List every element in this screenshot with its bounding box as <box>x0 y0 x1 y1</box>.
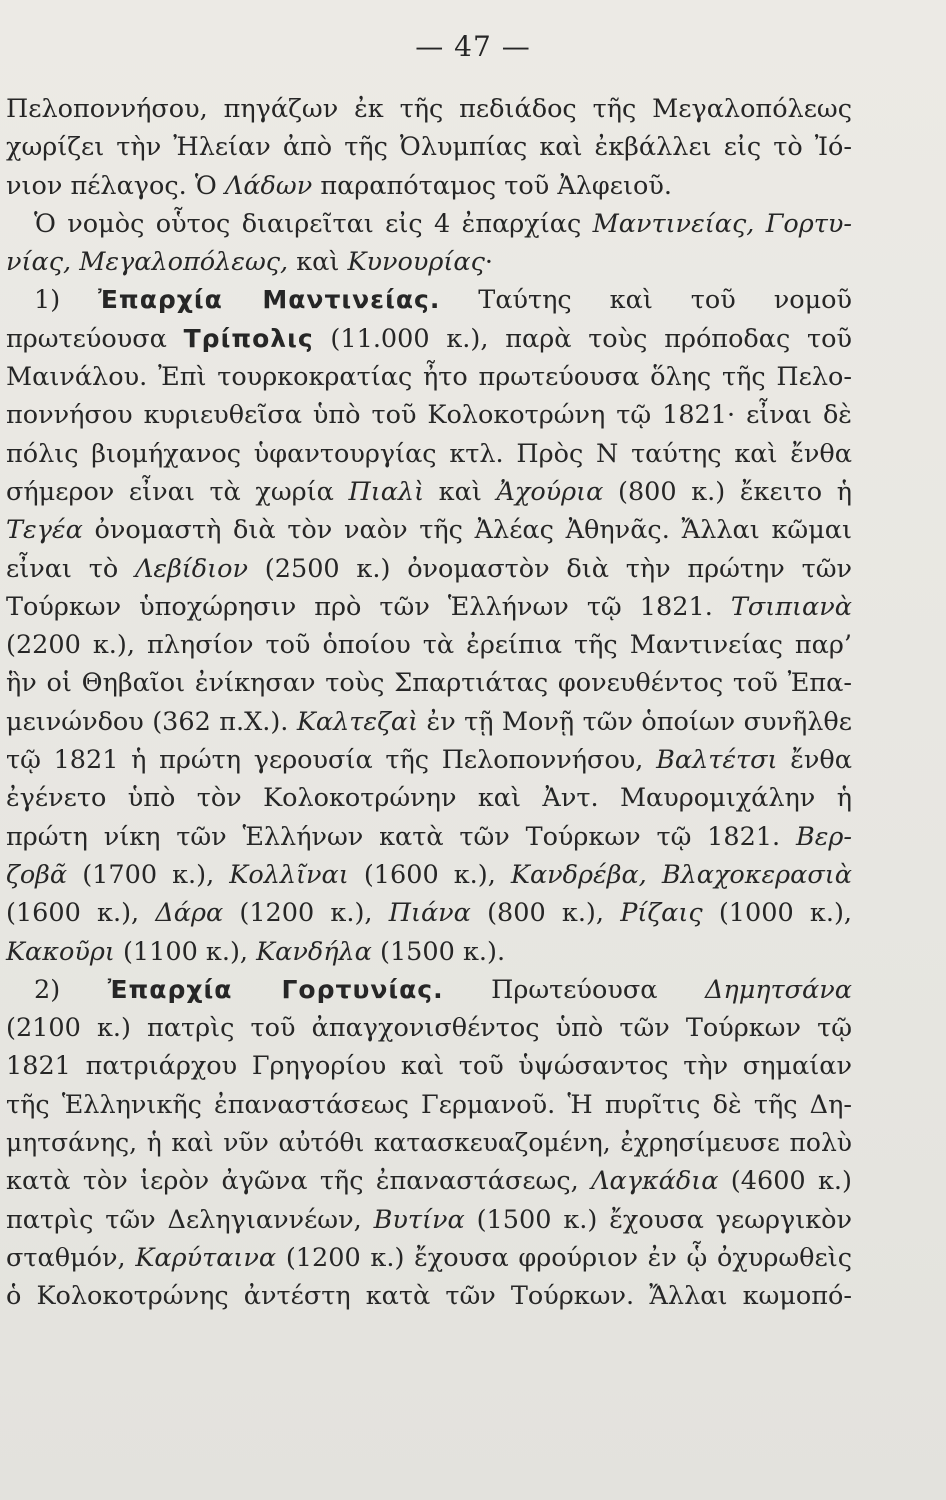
text-line <box>6 128 852 166</box>
text-run: (1700 κ.), <box>67 859 230 890</box>
text-run: ἔνθα <box>777 745 852 776</box>
italic-place-name: Κανδρέβα, Βλαχοκερασιὰ <box>510 859 853 890</box>
text-run: σήμερον εἶναι τὰ χωρία <box>6 476 349 507</box>
text-run: Ὁ νομὸς οὗτος διαιρεῖται εἰς 4 ἐπαρχίας <box>34 208 593 239</box>
italic-place-name: Βαλτέτσι <box>656 745 778 776</box>
text-run: (800 κ.), <box>470 898 621 929</box>
italic-place-name: Ρίζαις <box>620 898 703 929</box>
text-run: ὀνομαστὴ διὰ τὸν ναὸν τῆς Ἀλέας Ἀθηνᾶς. Ἄλλαι κῶμαι <box>82 515 852 546</box>
italic-place-name: Πιάνα <box>388 898 471 929</box>
text-run: Μαινάλου. Ἐπὶ τουρκοκρατίας ἦτο πρωτεύουσα ὅλης τῆς Πελο- <box>6 362 852 393</box>
italic-place-name: Κολλῖναι <box>229 859 349 890</box>
text-run: πρώτη νίκη τῶν Ἑλλήνων κατὰ τῶν Τούρκων τῷ 1821. <box>6 821 796 852</box>
text-run: τῆς Ἑλληνικῆς ἐπαναστάσεως Γερμανοῦ. Ἡ πυρῖτις δὲ τῆς Δη- <box>6 1089 852 1120</box>
italic-place-name: Κακοῦρι <box>6 936 115 967</box>
italic-place-name: Λαγκάδια <box>591 1166 719 1197</box>
text-line <box>6 664 852 702</box>
italic-place-name: Δημητσάνα <box>705 974 852 1005</box>
text-run: Πρωτεύουσα <box>443 974 705 1005</box>
italic-place-name: Κανδήλα <box>256 936 372 967</box>
text-line <box>6 435 852 473</box>
text-run: Τούρκων ὑποχώρησιν πρὸ τῶν Ἑλλήνων τῷ 1821. <box>6 591 731 622</box>
text-line <box>6 856 852 894</box>
italic-place-name: Κυνουρίας <box>347 247 485 278</box>
text-run: πόλις βιομήχανος ὑφαντουργίας κτλ. Πρὸς Ν ταύτης καὶ ἔνθα <box>6 438 852 469</box>
text-run: (1000 κ.), <box>702 898 852 929</box>
italic-place-name: Λεβίδιον <box>134 553 249 584</box>
text-run: Πελοποννήσου, πηγάζων ἐκ τῆς πεδιάδος τῆς Μεγαλοπόλεως <box>6 94 852 124</box>
text-line <box>6 1162 852 1200</box>
text-run: · <box>484 247 494 278</box>
text-run: (4600 κ.) <box>718 1166 852 1197</box>
text-line <box>6 281 852 319</box>
italic-place-name: Τσιπιανὰ <box>730 591 852 622</box>
section-heading: Τρίπολις <box>183 323 314 353</box>
text-run: καὶ <box>424 476 497 507</box>
text-run: καὶ <box>288 247 348 278</box>
text-run: παραπόταμος τοῦ Ἀλφειοῦ. <box>312 170 672 201</box>
text-line <box>6 588 852 626</box>
text-line <box>6 1277 852 1315</box>
section-heading: Ἐπαρχία Μαντινείας. <box>98 285 441 315</box>
italic-place-name: Βυτίνα <box>373 1204 465 1235</box>
italic-place-name: ζοβᾶ <box>6 859 68 890</box>
text-run: μεινώνδου (362 π.Χ.). <box>6 706 297 737</box>
text-run: 2) <box>34 974 108 1005</box>
text-line <box>6 1009 852 1047</box>
text-run: ἐγένετο ὑπὸ τὸν Κολοκοτρώνην καὶ Ἀντ. Μαυρομιχάλην ἡ <box>6 783 852 814</box>
text-run: 1821 πατριάρχου Γρηγορίου καὶ τοῦ ὑψώσαντος τὴν σημαίαν <box>6 1051 852 1082</box>
text-line <box>6 741 852 779</box>
italic-place-name: Πιαλὶ <box>348 476 425 507</box>
text-run: πρωτεύουσα <box>6 323 184 354</box>
text-run: (1600 κ.), <box>6 898 156 929</box>
italic-place-name: Μαντινείας, Γορτυ- <box>592 208 852 239</box>
text-line <box>6 1047 852 1085</box>
text-line <box>6 1086 852 1124</box>
text-line <box>6 243 852 281</box>
text-run: τῷ 1821 ἡ πρώτη γερουσία τῆς Πελοποννήσου, <box>6 745 657 776</box>
text-run: ἣν οἱ Θηβαῖοι ἐνίκησαν τοὺς Σπαρτιάτας φονευθέντος τοῦ Ἐπα- <box>6 668 852 699</box>
text-run: 1) <box>34 285 99 316</box>
italic-place-name: Ἀχούρια <box>496 476 604 507</box>
text-run: ὁ Κολοκοτρώνης ἀντέστη κατὰ τῶν Τούρκων. Ἄλλαι κωμοπό- <box>6 1281 852 1312</box>
text-line <box>6 320 852 358</box>
text-run: ποννήσου κυριευθεῖσα ὑπὸ τοῦ Κολοκοτρώνη τῷ 1821· εἶναι δὲ <box>6 400 852 431</box>
text-line <box>6 511 852 549</box>
italic-place-name: νίας, Μεγαλοπόλεως, <box>6 247 289 278</box>
text-line <box>6 626 852 664</box>
text-run: (2500 κ.) ὀνομαστὸν διὰ τὴν πρώτην τῶν <box>248 553 852 584</box>
italic-place-name: Βερ- <box>795 821 852 852</box>
text-line <box>6 894 852 932</box>
text-run: (1500 κ.). <box>371 936 506 967</box>
text-line <box>6 90 852 128</box>
text-line <box>6 1239 852 1277</box>
text-line <box>6 1124 852 1162</box>
text-run: (2100 κ.) πατρὶς τοῦ ἀπαγχονισθέντος ὑπὸ τῶν Τούρκων τῷ <box>6 1013 852 1044</box>
text-run: κατὰ τὸν ἱερὸν ἀγῶνα τῆς ἐπαναστάσεως, <box>6 1166 592 1197</box>
italic-place-name: Καρύταινα <box>135 1242 277 1273</box>
text-run: (11.000 κ.), παρὰ τοὺς πρόποδας τοῦ <box>313 323 853 354</box>
text-line <box>6 473 852 511</box>
text-line <box>6 703 852 741</box>
text-run: εἶναι τὸ <box>6 553 135 584</box>
text-run: (1100 κ.), <box>114 936 257 967</box>
text-line <box>6 818 852 856</box>
text-line <box>6 167 852 205</box>
text-line <box>6 358 852 396</box>
text-run: (1500 κ.) ἔχουσα γεωργικὸν <box>464 1204 853 1235</box>
page-number: — 47 — <box>415 30 531 63</box>
text-run: μητσάνης, ἡ καὶ νῦν αὐτόθι κατασκευαζομένη, ἐχρησίμευσε πολὺ <box>6 1128 852 1158</box>
text-run: (1200 κ.), <box>223 898 389 929</box>
italic-place-name: Δάρα <box>155 898 224 929</box>
text-run: σταθμόν, <box>6 1242 136 1273</box>
italic-place-name: Καλτεζαὶ <box>296 706 419 737</box>
text-line <box>6 1201 852 1239</box>
text-run: ἐν τῇ Μονῇ τῶν ὁποίων συνῆλθε <box>418 706 852 737</box>
text-line <box>6 779 852 817</box>
italic-place-name: Λάδων <box>224 170 313 201</box>
text-line <box>6 550 852 588</box>
text-run: πατρὶς τῶν Δεληγιαννέων, <box>6 1204 374 1235</box>
text-line <box>6 205 852 243</box>
text-line <box>6 396 852 434</box>
text-run: (1200 κ.) ἔχουσα φρούριον ἐν ᾧ ὀχυρωθεὶς <box>276 1242 852 1273</box>
text-run: νιον πέλαγος. Ὁ <box>6 170 225 201</box>
text-run: (1600 κ.), <box>348 859 511 890</box>
text-run: (800 κ.) ἔκειτο ἡ <box>603 476 852 507</box>
page-body <box>6 90 852 1316</box>
text-line <box>6 933 852 971</box>
section-heading: Ἐπαρχία Γορτυνίας. <box>107 974 444 1004</box>
text-line <box>6 971 852 1009</box>
text-run: (2200 κ.), πλησίον τοῦ ὁποίου τὰ ἐρείπια τῆς Μαντινείας παρ’ <box>6 630 852 661</box>
text-run: χωρίζει τὴν Ἠλείαν ἀπὸ τῆς Ὀλυμπίας καὶ ἐκβάλλει εἰς τὸ Ἰό- <box>6 132 852 163</box>
italic-place-name: Τεγέα <box>6 515 83 546</box>
text-run: Ταύτης καὶ τοῦ νομοῦ <box>440 285 852 316</box>
